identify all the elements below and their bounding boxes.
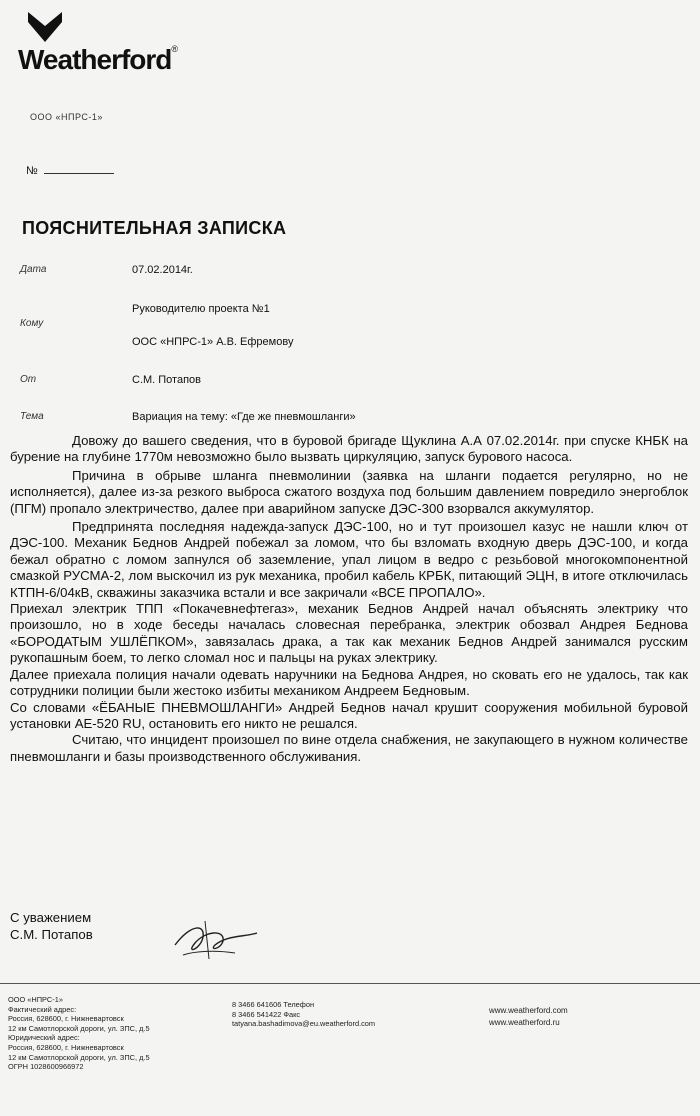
footer-divider [0,983,700,984]
paragraph: Приехал электрик ТПП «Покачевнефтегаз», механик Беднов Андрей начал объяснять электрику что произошло, но в ходе беседы началась словесная перебранка, электрик обозвал Андрея Беднова «БОРОДАТЫМ УШЛЁПКОМ», завязалась драка, а так как механик Беднов Андрей занимался русским рукопашным боем, то легко сломал нос и пальцы на руках электрику. [10,601,688,666]
paragraph: Считаю, что инцидент произошел по вине отдела снабжения, не закупающего в нужном количестве пневмошланги и базы производственного обслуживания. [10,732,688,764]
closing-regards: С уважением [10,910,92,925]
to-label: Кому [20,318,44,329]
to-value-line2: ООС «НПРС-1» А.В. Ефремову [132,336,294,348]
paragraph: Довожу до вашего сведения, что в буровой бригаде Щуклина А.А 07.02.2014г. при спуске КНБК на бурение на глубине 1770м невозможно было вызвать циркуляцию, запуск бурового насоса. [10,433,688,465]
org-small-text: ООО «НПРС-1» [30,112,103,122]
handwritten-signature [165,915,265,965]
website-link[interactable]: www.weatherford.com [489,1006,568,1015]
note-body [10,433,688,765]
footer-websites [489,1005,568,1029]
page-title: ПОЯСНИТЕЛЬНАЯ ЗАПИСКА [22,218,287,238]
closing-block [10,909,93,943]
subject-label: Тема [20,411,44,422]
date-label: Дата [20,264,47,275]
website-link[interactable]: www.weatherford.ru [489,1018,560,1027]
footer-contacts: 8 3466 641606 Телефон 8 3466 541422 Факс tatyana.bashadimova@eu.weatherford.com [232,1000,376,1029]
document-number: № [26,165,114,177]
paragraph: Причина в обрыве шланга пневмолинии (заявка на шланги подается регулярно, но не исполняется), далее из-за резкого выброса сжатого воздуха под большим давлением повредило энергоблок (ПГМ) пропало электричество, далее при аварийном запуске ДЭС-300 взорвался аккумулятор. [10,467,688,516]
paragraph: Предпринята последняя надежда-запуск ДЭС-100, но и тут произошел казус не нашли ключ от ДЭС-100. Механик Беднов Андрей побежал за ломом, что бы взломать входную дверь ДЭС-100, и когда бежал обратно с ломом запнулся об заземление, упал лицом в ведро с резьбовой многокомпонентной смазкой РУСМА-2, лом выскочил из рук механика, пробил кабель КРБК, питающий ЭЦН, в итоге отключилась КТПН-6/04кВ, скважины заказчика встали и все закричали «ВСЕ ПРОПАЛО». [10,519,688,600]
footer-address: ООО «НПРС-1» Фактический адрес: Россия, 628600, г. Нижневартовск 12 км Самотлорской дороги, ул. ЗПС, д.5 Юридический адрес: Россия, 628600, г. Нижневартовск 12 км Самотлорской дороги, ул. ЗПС, д.5 ОГРН 1028600966972 [8,995,150,1072]
to-value-line1: Руководителю проекта №1 [132,303,270,315]
paragraph: Далее приехала полиция начали одевать наручники на Беднова Андрея, но сковать его не удалось, так как сотрудники полиции были жестоко избиты механиком Андреем Бедновым. [10,666,688,699]
weatherford-logo-icon [28,12,62,42]
subject-value: Вариация на тему: «Где же пневмошланги» [132,411,356,423]
date-value: 07.02.2014г. [132,264,193,276]
closing-name: С.М. Потапов [10,927,93,942]
paragraph: Со словами «ЁБАНЫЕ ПНЕВМОШЛАНГИ» Андрей Беднов начал крушит сооружения мобильной буровой установки АЕ-520 RU, остановить его никто не решался. [10,699,688,731]
from-value: С.М. Потапов [132,374,202,386]
brand-name: Weatherford® [18,44,178,75]
from-label: От [20,374,37,385]
number-blank [44,173,114,174]
